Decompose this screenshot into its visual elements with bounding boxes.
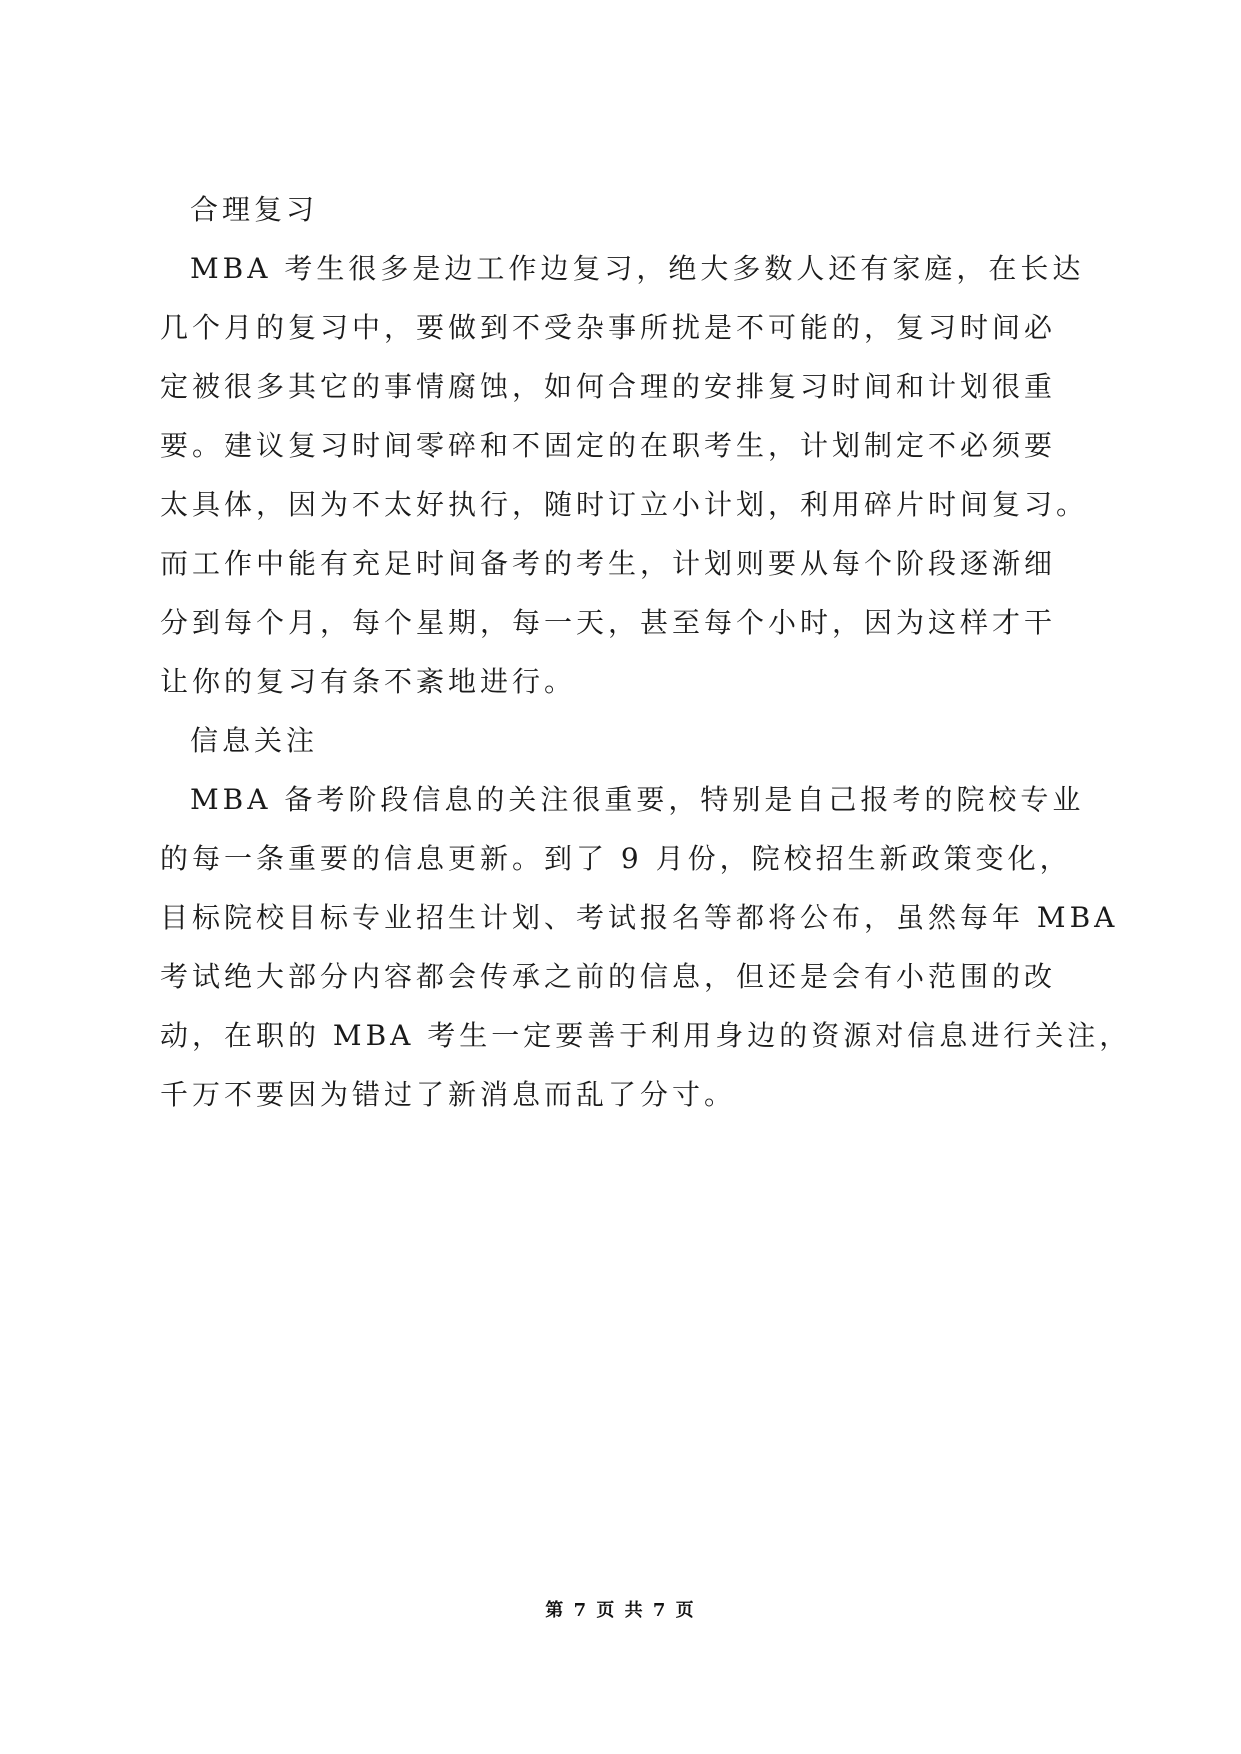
paragraph-line: 太具体，因为不太好执行，随时订立小计划，利用碎片时间复习。 [160, 488, 1089, 521]
paragraph-line: 分到每个月，每个星期，每一天，甚至每个小时，因为这样才干 [160, 606, 1057, 639]
paragraph-line: 要。建议复习时间零碎和不固定的在职考生，计划制定不必须要 [160, 429, 1057, 462]
document-body [160, 180, 1132, 1124]
page-number-footer: 第 7 页 共 7 页 [545, 1600, 696, 1621]
paragraph-line: 千万不要因为错过了新消息而乱了分寸。 [160, 1078, 737, 1111]
paragraph-line: 的每一条重要的信息更新。到了 9 月份，院校招生新政策变化， [160, 842, 1072, 875]
paragraph-line: 而工作中能有充足时间备考的考生，计划则要从每个阶段逐渐细 [160, 547, 1057, 580]
paragraph-line: 让你的复习有条不紊地进行。 [160, 665, 577, 698]
paragraph-line: MBA 备考阶段信息的关注很重要，特别是自己报考的院校专业 [190, 783, 1085, 816]
paragraph-line: 目标院校目标专业招生计划、考试报名等都将公布，虽然每年 MBA [160, 901, 1119, 934]
paragraph-line: 动，在职的 MBA 考生一定要善于利用身边的资源对信息进行关注， [160, 1019, 1132, 1052]
paragraph-line: 考试绝大部分内容都会传承之前的信息，但还是会有小范围的改 [160, 960, 1057, 993]
section-heading: 合理复习 [190, 193, 319, 226]
paragraph-line: 定被很多其它的事情腐蚀，如何合理的安排复习时间和计划很重 [160, 370, 1057, 403]
paragraph-line: MBA 考生很多是边工作边复习，绝大多数人还有家庭，在长达 [190, 252, 1085, 285]
paragraph-line: 几个月的复习中，要做到不受杂事所扰是不可能的，复习时间必 [160, 311, 1057, 344]
section-heading: 信息关注 [190, 724, 319, 757]
